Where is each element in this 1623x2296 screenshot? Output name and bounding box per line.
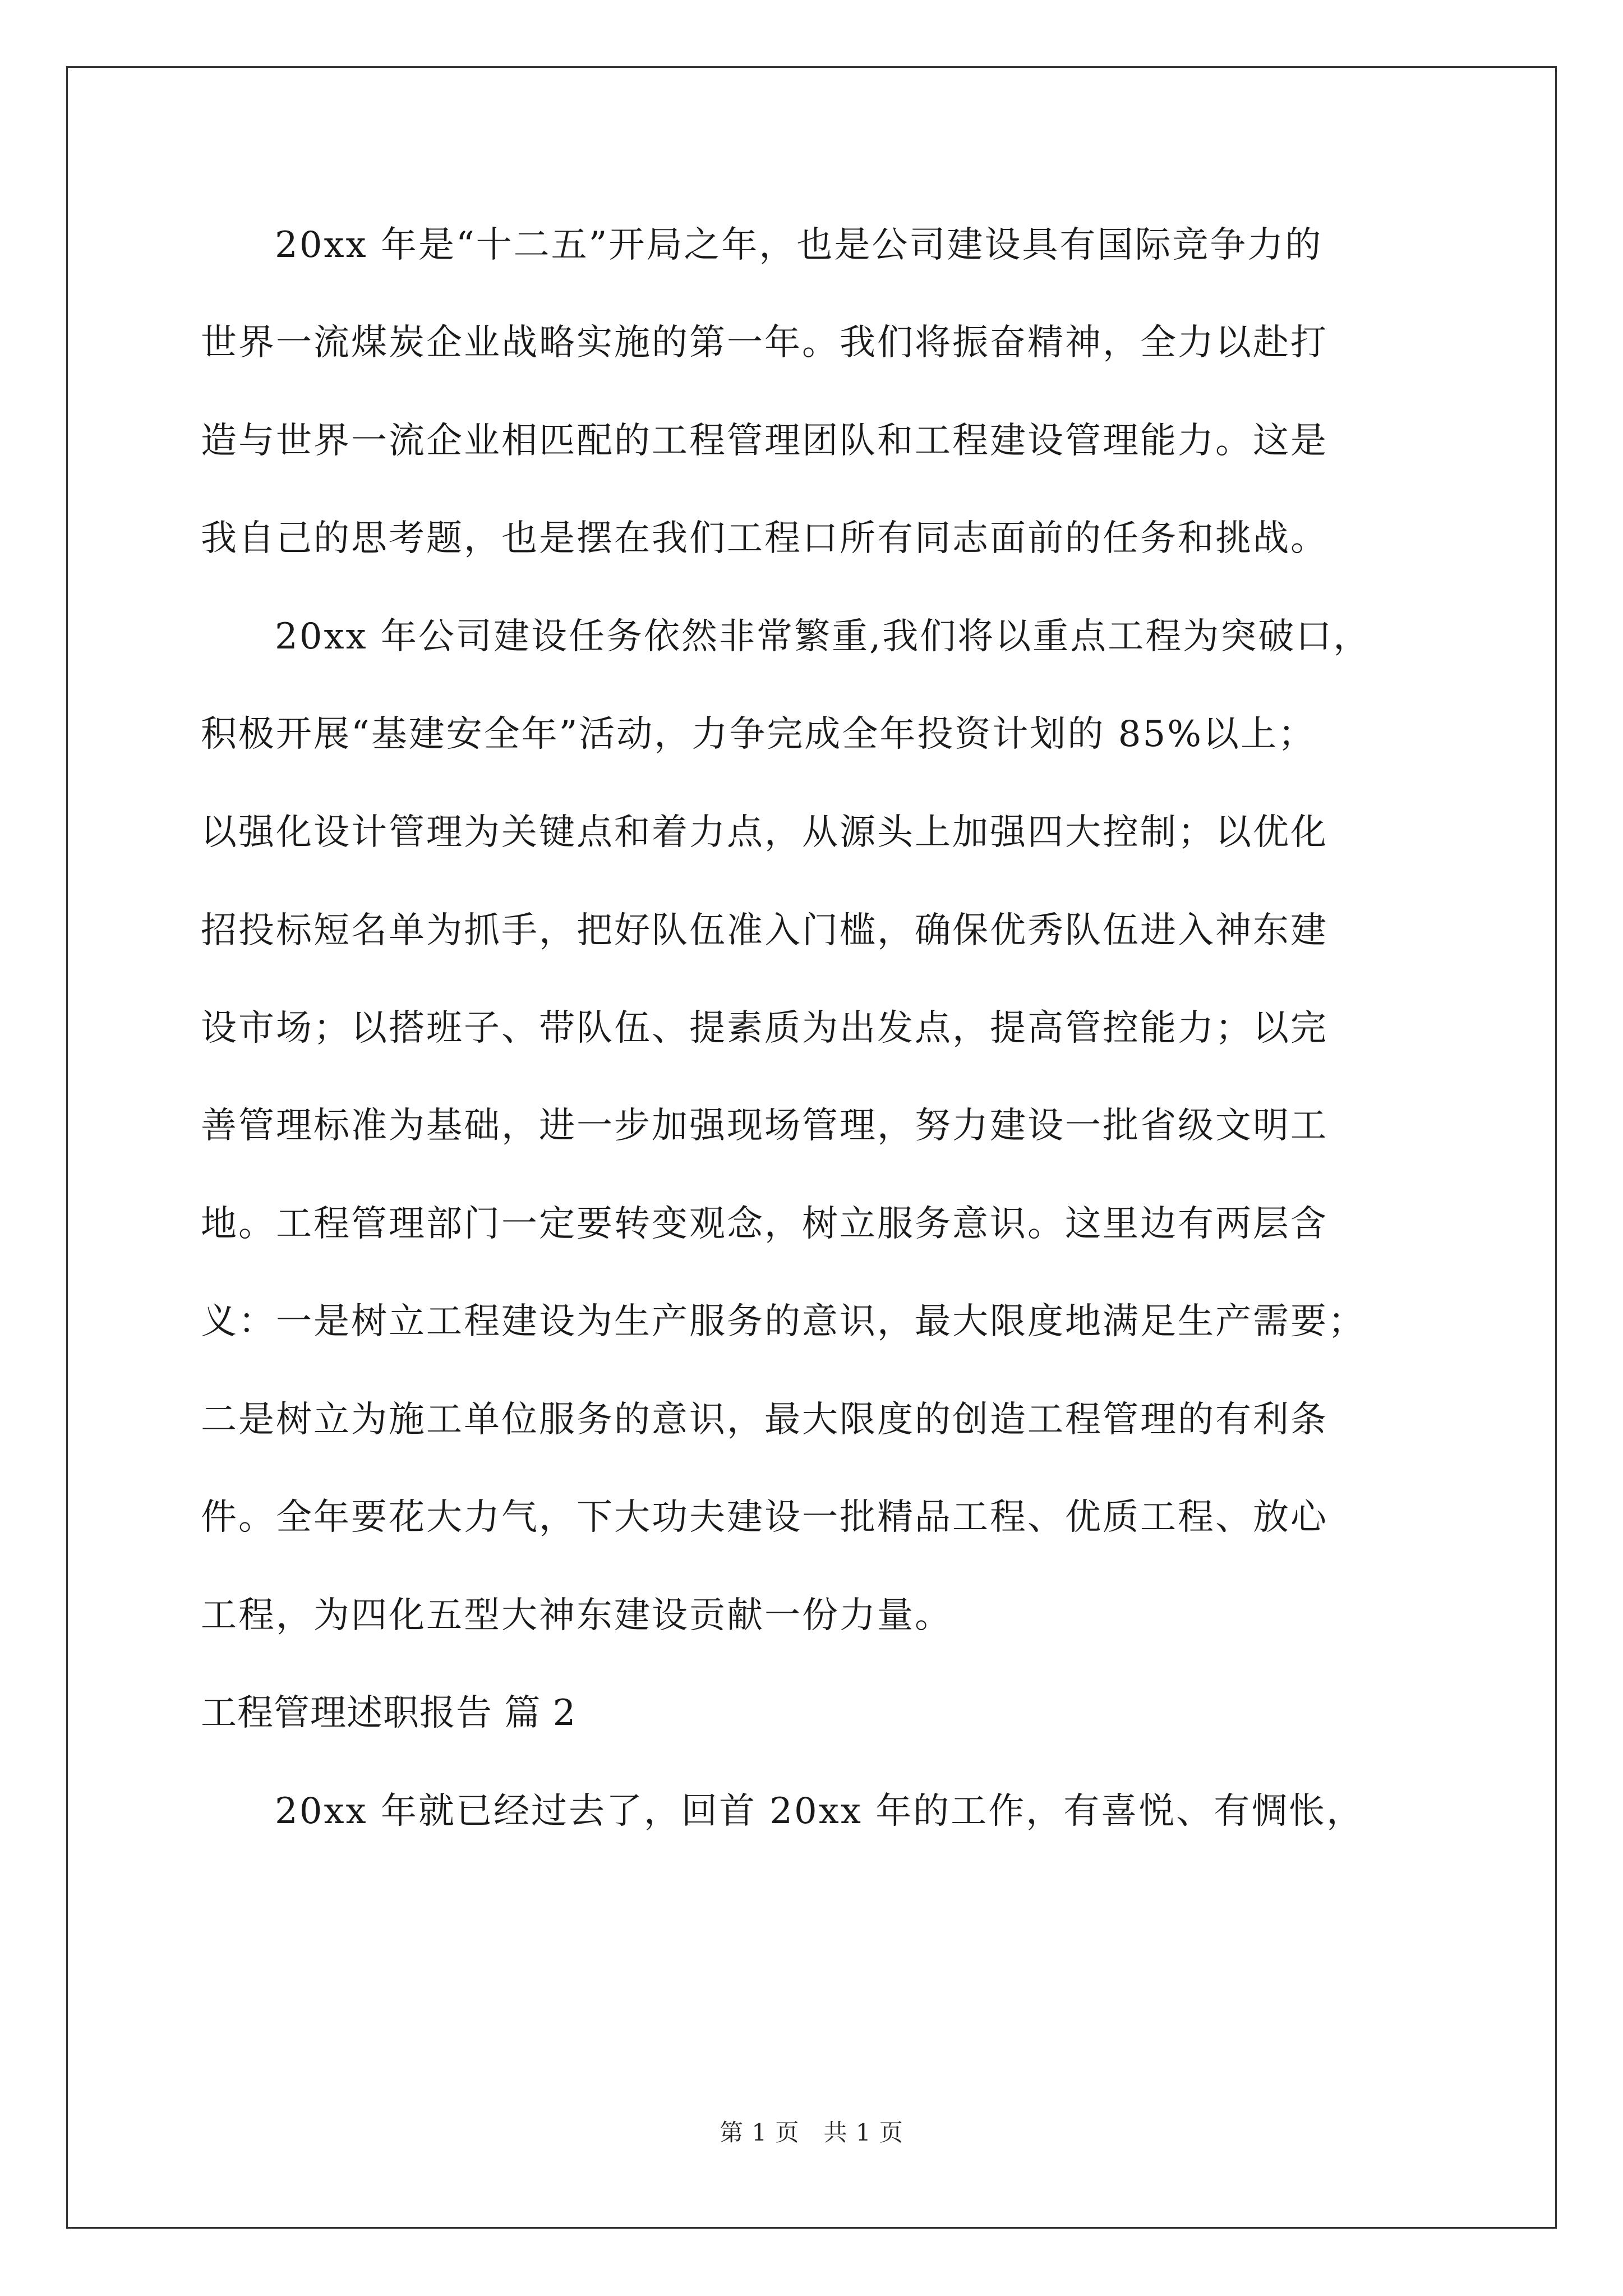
paragraph-2-line-10: 件。全年要花大力气，下大功夫建设一批精品工程、优质工程、放心 [201,1497,1328,1538]
paragraph-2-line-5: 设市场；以搭班子、带队伍、提素质为出发点，提高管控能力；以完 [201,1007,1328,1049]
paragraph-2-line-2: 积极开展“基建安全年”活动，力争完成全年投资计划的 85%以上； [201,714,1316,755]
paragraph-2-line-3: 以强化设计管理为关键点和着力点，从源头上加强四大控制；以优化 [201,812,1328,853]
section-heading: 工程管理述职报告 篇 2 [201,1692,577,1734]
paragraph-3-line-1: 20xx 年就已经过去了，回首 20xx 年的工作，有喜悦、有惆怅， [275,1791,1364,1832]
paragraph-1-line-1: 20xx 年是“十二五”开局之年，也是公司建设具有国际竞争力的 [275,224,1323,266]
paragraph-2-line-9: 二是树立为施工单位服务的意识，最大限度的创造工程管理的有利条 [201,1399,1328,1441]
paragraph-1-line-3: 造与世界一流企业相匹配的工程管理团队和工程建设管理能力。这是 [201,420,1328,462]
paragraph-2-line-11: 工程，为四化五型大神东建设贡献一份力量。 [201,1595,952,1636]
paragraph-2-line-8: 义：一是树立工程建设为生产服务的意识，最大限度地满足生产需要； [201,1301,1366,1342]
paragraph-2-line-1: 20xx 年公司建设任务依然非常繁重,我们将以重点工程为突破口， [275,616,1371,657]
page-number-footer: 第 1 页 共 1 页 [720,2119,903,2146]
paragraph-2-line-6: 善管理标准为基础，进一步加强现场管理，努力建设一批省级文明工 [201,1105,1328,1147]
paragraph-2-line-7: 地。工程管理部门一定要转变观念，树立服务意识。这里边有两层含 [201,1203,1328,1245]
paragraph-1-line-2: 世界一流煤炭企业战略实施的第一年。我们将振奋精神，全力以赴打 [201,322,1328,364]
paragraph-2-line-4: 招投标短名单为抓手，把好队伍准入门槛，确保优秀队伍进入神东建 [201,910,1328,951]
paragraph-1-line-4: 我自己的思考题，也是摆在我们工程口所有同志面前的任务和挑战。 [201,518,1328,559]
